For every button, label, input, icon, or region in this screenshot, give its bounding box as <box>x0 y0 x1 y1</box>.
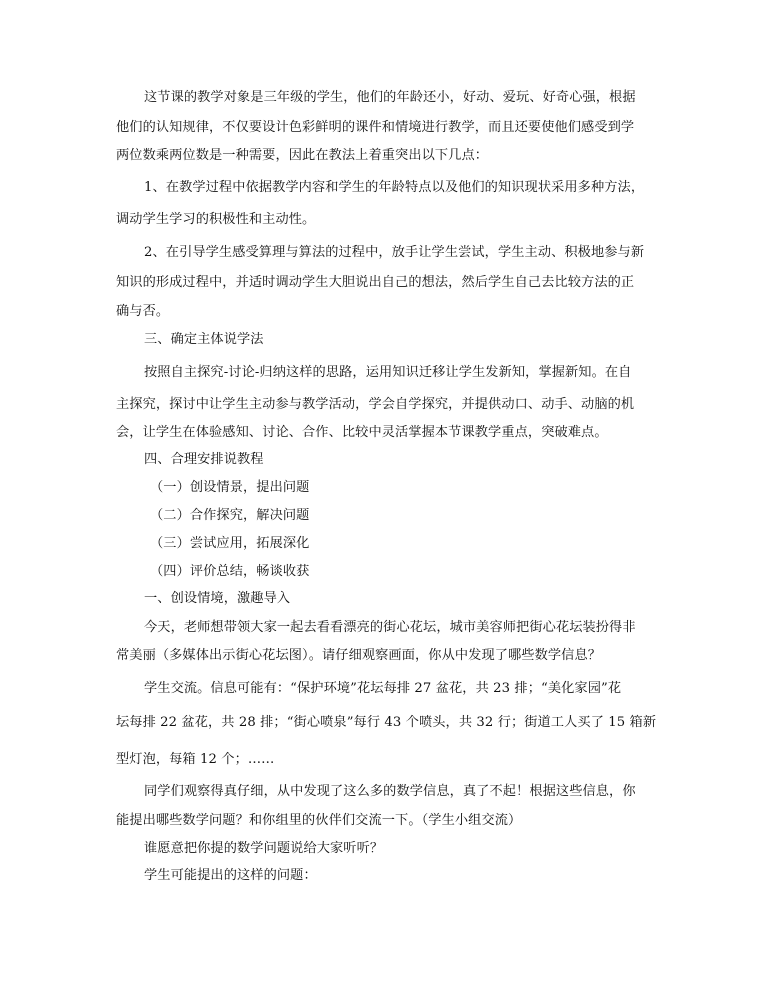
paragraph-line: 今天，老师想带领大家一起去看看漂亮的街心花坛，城市美容师把街心花坛装扮得非 <box>144 620 636 635</box>
paragraph-line: 主探究，探讨中让学生主动参与教学活动，学会自学探究，并提供动口、动手、动脑的机 <box>116 397 635 412</box>
paragraph-line: 调动学生学习的积极性和主动性。 <box>116 212 316 227</box>
paragraph-line: 学生交流。信息可能有：“保护环境”花坛每排 27 盆花，共 23 排；“美化家园”花 <box>144 681 622 696</box>
paragraph-line: 确与否。 <box>116 304 170 319</box>
paragraph-line: 型灯泡，每箱 12 个；…… <box>116 752 275 767</box>
paragraph-line: 同学们观察得真仔细，从中发现了这么多的数学信息，真了不起！根据这些信息，你 <box>144 784 636 799</box>
paragraph-line: 谁愿意把你提的数学问题说给大家听听？ <box>144 841 384 856</box>
paragraph-line: 1、在教学过程中依据教学内容和学生的年龄特点以及他们的知识现状采用多种方法， <box>144 180 645 195</box>
section-heading: 三、确定主体说学法 <box>144 332 264 347</box>
list-item: （三）尝试应用，拓展深化 <box>150 536 310 551</box>
paragraph-line: 会，让学生在体验感知、讨论、合作、比较中灵活掌握本节课教学重点，突破难点。 <box>116 425 608 440</box>
paragraph-line: 学生可能提出的这样的问题： <box>144 868 317 883</box>
paragraph-line: 常美丽（多媒体出示街心花坛图）。请仔细观察画面，你从中发现了哪些数学信息？ <box>116 648 602 663</box>
list-item: （二）合作探究，解决问题 <box>150 508 310 523</box>
paragraph-line: 这节课的教学对象是三年级的学生，他们的年龄还小，好动、爱玩、好奇心强，根据 <box>144 90 636 105</box>
list-item: （四）评价总结，畅谈收获 <box>150 564 310 579</box>
paragraph-line: 按照自主探究-讨论-归纳这样的思路，运用知识迁移让学生发新知，掌握新知。在自 <box>144 365 632 380</box>
list-item: （一）创设情景，提出问题 <box>150 480 310 495</box>
paragraph-line: 知识的形成过程中，并适时调动学生大胆说出自己的想法，然后学生自己去比较方法的正 <box>116 275 635 290</box>
paragraph-line: 能提出哪些数学问题？和你组里的伙伴们交流一下。（学生小组交流） <box>116 813 522 828</box>
section-heading: 一、创设情境，激趣导入 <box>144 591 291 606</box>
paragraph-line: 坛每排 22 盆花，共 28 排；“街心喷泉”每行 43 个喷头，共 32 行；街道工人买了 15 箱新 <box>116 715 657 730</box>
paragraph-line: 他们的认知规律，不仅要设计色彩鲜明的课件和情境进行教学，而且还要使他们感受到学 <box>116 120 635 135</box>
section-heading: 四、合理安排说教程 <box>144 452 264 467</box>
paragraph-line: 两位数乘两位数是一种需要，因此在教法上着重突出以下几点： <box>116 148 489 163</box>
paragraph-line: 2、在引导学生感受算理与算法的过程中，放手让学生尝试，学生主动、积极地参与新 <box>144 245 645 260</box>
